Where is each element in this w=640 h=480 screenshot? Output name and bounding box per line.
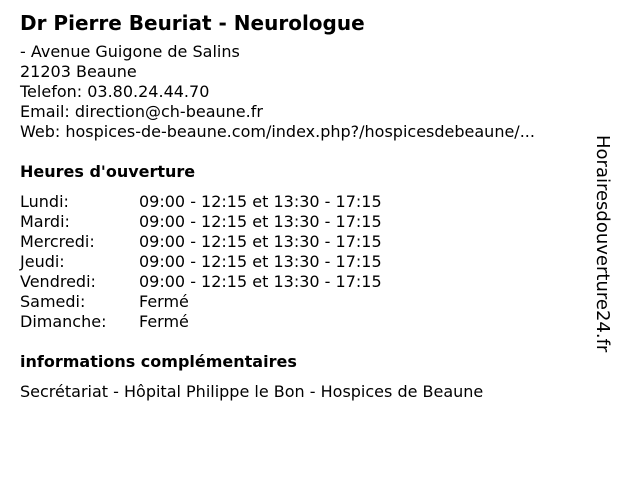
hours-row-jeudi (20, 252, 610, 272)
hours-row-mercredi (20, 232, 610, 252)
day-label: Jeudi: (20, 252, 65, 271)
day-hours: 09:00 - 12:15 et 13:30 - 17:15 (139, 272, 382, 291)
day-label: Vendredi: (20, 272, 96, 291)
day-hours: Fermé (139, 312, 189, 331)
day-hours: 09:00 - 12:15 et 13:30 - 17:15 (139, 252, 382, 271)
day-label: Mercredi: (20, 232, 95, 251)
day-hours: Fermé (139, 292, 189, 311)
email: Email: direction@ch-beaune.fr (20, 102, 263, 121)
page-title: Dr Pierre Beuriat - Neurologue (20, 11, 365, 35)
day-hours: 09:00 - 12:15 et 13:30 - 17:15 (139, 192, 382, 211)
listing-card (20, 8, 613, 402)
hours-row-samedi (20, 292, 610, 312)
site-watermark: Horairesdouverture24.fr (592, 135, 613, 353)
day-label: Mardi: (20, 212, 70, 231)
day-label: Dimanche: (20, 312, 107, 331)
day-label: Lundi: (20, 192, 69, 211)
hours-row-vendredi (20, 272, 610, 292)
day-hours: 09:00 - 12:15 et 13:30 - 17:15 (139, 232, 382, 251)
info-text: Secrétariat - Hôpital Philippe le Bon - Hospices de Beaune (20, 382, 484, 401)
day-hours: 09:00 - 12:15 et 13:30 - 17:15 (139, 212, 382, 231)
contact-block (20, 42, 610, 142)
info-heading: informations complémentaires (20, 352, 297, 371)
website: Web: hospices-de-beaune.com/index.php?/hospicesdebeaune/... (20, 122, 535, 141)
hours-row-lundi (20, 192, 610, 212)
phone: Telefon: 03.80.24.44.70 (20, 82, 210, 101)
street-address: - Avenue Guigone de Salins (20, 42, 240, 61)
hours-heading: Heures d'ouverture (20, 162, 196, 181)
city: 21203 Beaune (20, 62, 137, 81)
hours-row-mardi (20, 212, 610, 232)
hours-table (20, 192, 610, 332)
hours-row-dimanche (20, 312, 610, 332)
day-label: Samedi: (20, 292, 86, 311)
